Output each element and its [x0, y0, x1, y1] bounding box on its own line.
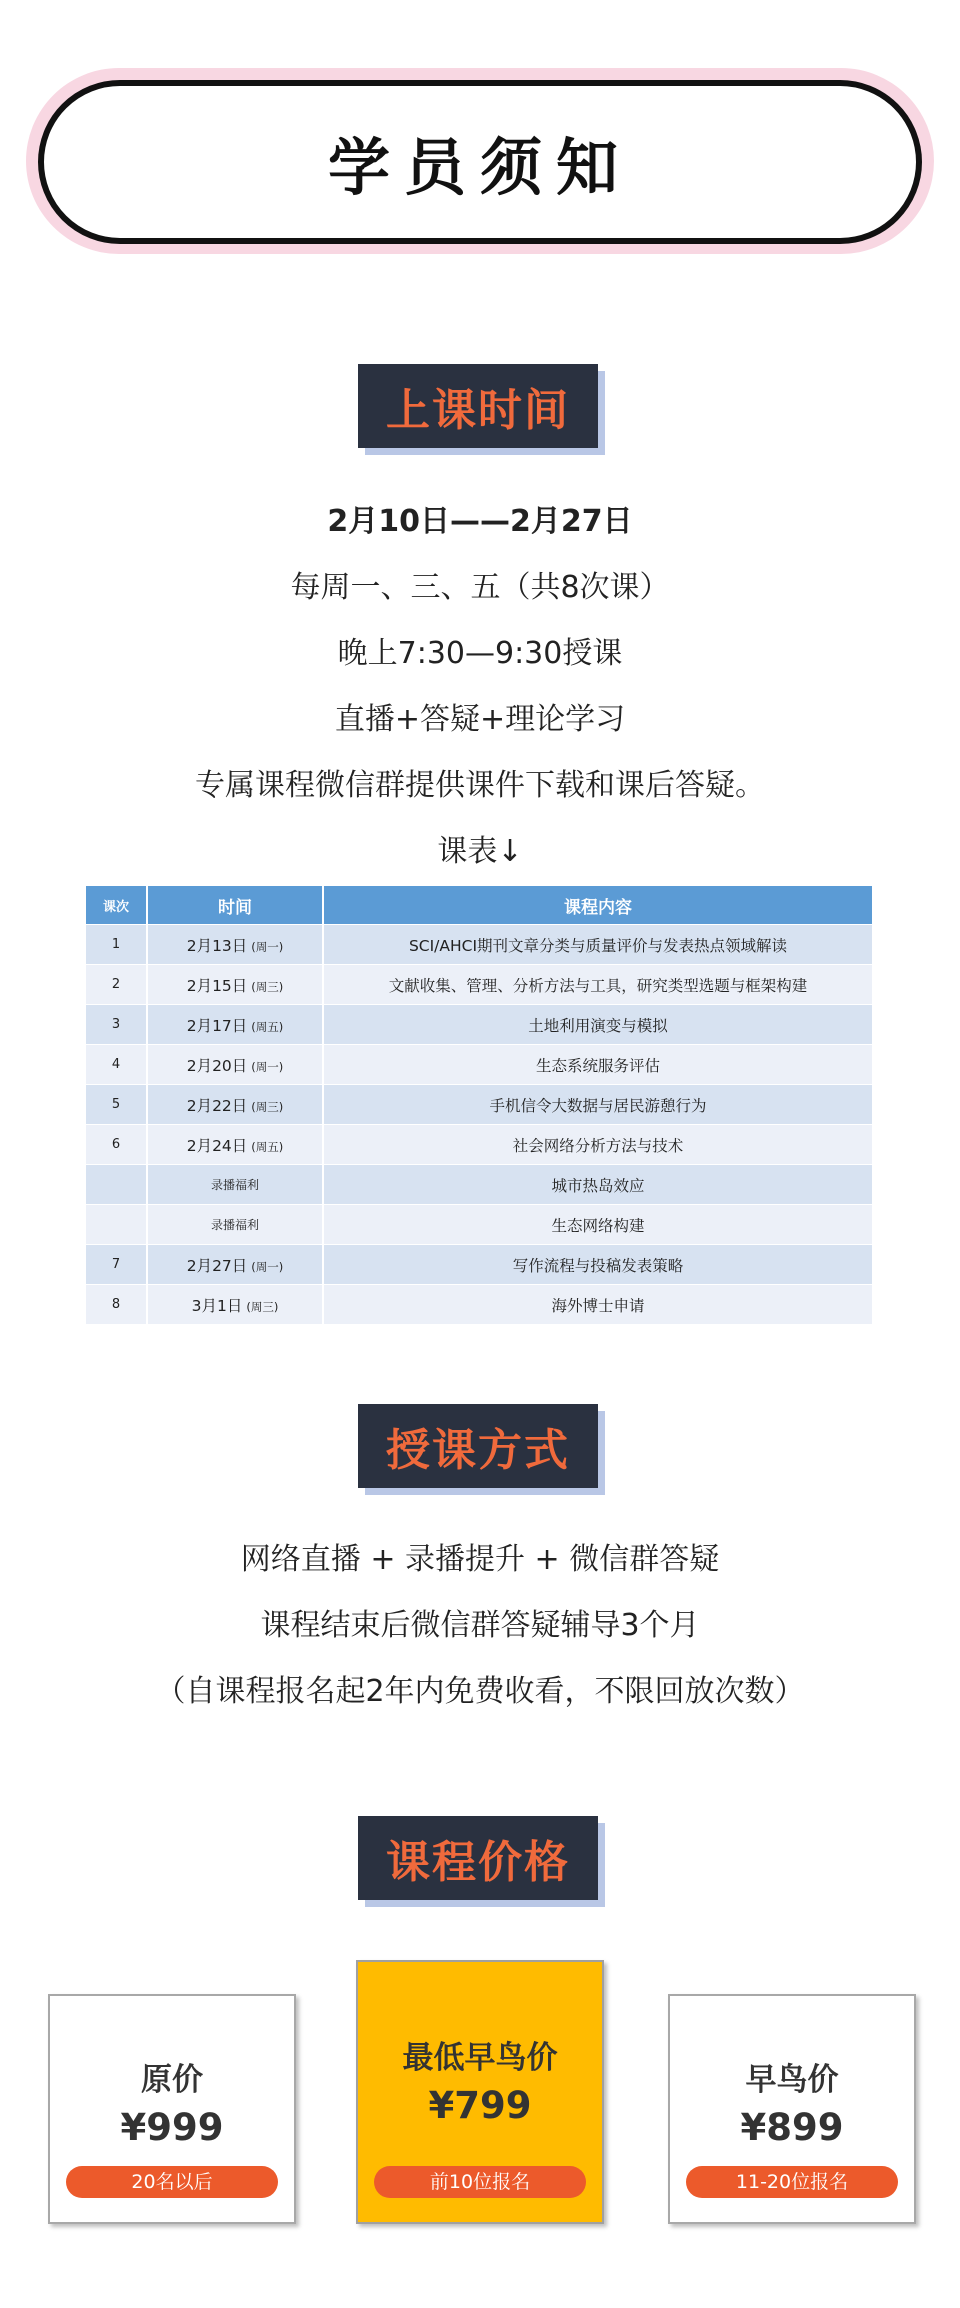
lesson-number: 8: [86, 1284, 148, 1324]
weekday-text: (周三): [246, 1299, 279, 1314]
lesson-number: [86, 1164, 148, 1204]
price-card-lowest-early-bird: [356, 1960, 604, 2224]
lesson-content: 社会网络分析方法与技术: [324, 1124, 874, 1164]
date-text: 录播福利: [210, 1178, 259, 1192]
date-range: 2月10日——2月27日: [327, 504, 633, 539]
price-card-title: 最低早鸟价: [402, 2040, 558, 2076]
section-heading-method: [358, 1404, 598, 1488]
lesson-date: [148, 1004, 324, 1044]
lesson-date: [148, 1044, 324, 1084]
table-row: [86, 1124, 874, 1164]
lesson-content: 土地利用演变与模拟: [324, 1004, 874, 1044]
schedule-table: [86, 886, 874, 1324]
date-text: 2月20日: [186, 1056, 248, 1075]
lesson-date: [148, 1164, 324, 1204]
lesson-number: 6: [86, 1124, 148, 1164]
price-card-price: ¥899: [740, 2106, 844, 2149]
table-row: [86, 1164, 874, 1204]
lesson-number: 1: [86, 924, 148, 964]
method-line-2: 课程结束后微信群答疑辅导3个月: [260, 1608, 700, 1643]
class-format: 直播+答疑+理论学习: [334, 702, 626, 737]
method-line-1: 网络直播 + 录播提升 + 微信群答疑: [240, 1542, 720, 1577]
lesson-number: 4: [86, 1044, 148, 1084]
lesson-number: 7: [86, 1244, 148, 1284]
header-time: 时间: [148, 886, 324, 924]
weekday-text: (周一): [251, 1059, 284, 1074]
weekday-text: (周三): [251, 979, 284, 994]
wechat-group-note: 专属课程微信群提供课件下载和课后答疑。: [195, 768, 765, 803]
table-row: [86, 1284, 874, 1324]
table-row: [86, 1004, 874, 1044]
price-card-title: 原价: [141, 2062, 203, 2098]
lesson-date: [148, 1204, 324, 1244]
section-heading-text: 上课时间: [386, 385, 570, 436]
table-row: [86, 964, 874, 1004]
header-lesson: 课次: [86, 886, 148, 924]
date-text: 2月13日: [186, 936, 248, 955]
date-text: 录播福利: [210, 1218, 259, 1232]
weekday-text: (周五): [251, 1019, 284, 1034]
price-card-original: [48, 1994, 296, 2224]
table-row: [86, 1084, 874, 1124]
price-card-title: 早鸟价: [745, 2062, 839, 2098]
lesson-number: 2: [86, 964, 148, 1004]
weekday-text: (周三): [251, 1099, 284, 1114]
lesson-content: 生态系统服务评估: [324, 1044, 874, 1084]
lesson-content: 城市热岛效应: [324, 1164, 874, 1204]
lesson-content: 海外博士申请: [324, 1284, 874, 1324]
lesson-content: 生态网络构建: [324, 1204, 874, 1244]
lesson-number: 3: [86, 1004, 148, 1044]
table-row: [86, 1244, 874, 1284]
price-card-badge: 前10位报名: [374, 2166, 586, 2198]
date-text: 2月15日: [186, 976, 248, 995]
weekday-text: (周一): [251, 939, 284, 954]
price-card-price: ¥799: [428, 2084, 532, 2127]
lesson-date: [148, 1084, 324, 1124]
lesson-content: 文献收集、管理、分析方法与工具，研究类型选题与框架构建: [324, 964, 874, 1004]
header-content: 课程内容: [324, 886, 874, 924]
lesson-date: [148, 1124, 324, 1164]
table-caption: 课表↓: [437, 834, 523, 869]
date-text: 3月1日: [191, 1296, 243, 1315]
page-title: 学员须知: [327, 130, 632, 204]
date-text: 2月22日: [186, 1096, 248, 1115]
date-text: 2月24日: [186, 1136, 248, 1155]
table-row: [86, 1044, 874, 1084]
lesson-content: 手机信令大数据与居民游憩行为: [324, 1084, 874, 1124]
date-text: 2月17日: [186, 1016, 248, 1035]
date-text: 2月27日: [186, 1256, 248, 1275]
section-heading-text: 课程价格: [386, 1837, 570, 1888]
lesson-date: [148, 964, 324, 1004]
lesson-date: [148, 924, 324, 964]
lesson-number: [86, 1204, 148, 1244]
lesson-number: 5: [86, 1084, 148, 1124]
class-days: 每周一、三、五（共8次课）: [290, 570, 670, 605]
price-card-badge: 20名以后: [66, 2166, 278, 2198]
table-header-row: [86, 886, 874, 924]
table-row: [86, 924, 874, 964]
price-card-early-bird: [668, 1994, 916, 2224]
lesson-content: 写作流程与投稿发表策略: [324, 1244, 874, 1284]
section-heading-text: 授课方式: [386, 1425, 570, 1476]
class-time: 晚上7:30—9:30授课: [337, 636, 623, 671]
price-card-badge: 11-20位报名: [686, 2166, 898, 2198]
price-card-price: ¥999: [120, 2106, 224, 2149]
lesson-content: SCI/AHCI期刊文章分类与质量评价与发表热点领域解读: [324, 924, 874, 964]
weekday-text: (周五): [251, 1139, 284, 1154]
lesson-date: [148, 1284, 324, 1324]
table-row: [86, 1204, 874, 1244]
section-heading-price: [358, 1816, 598, 1900]
banner: [38, 80, 922, 244]
lesson-date: [148, 1244, 324, 1284]
weekday-text: (周一): [251, 1259, 284, 1274]
section-heading-schedule: [358, 364, 598, 448]
method-line-3: （自课程报名起2年内免费收看，不限回放次数）: [155, 1674, 805, 1709]
